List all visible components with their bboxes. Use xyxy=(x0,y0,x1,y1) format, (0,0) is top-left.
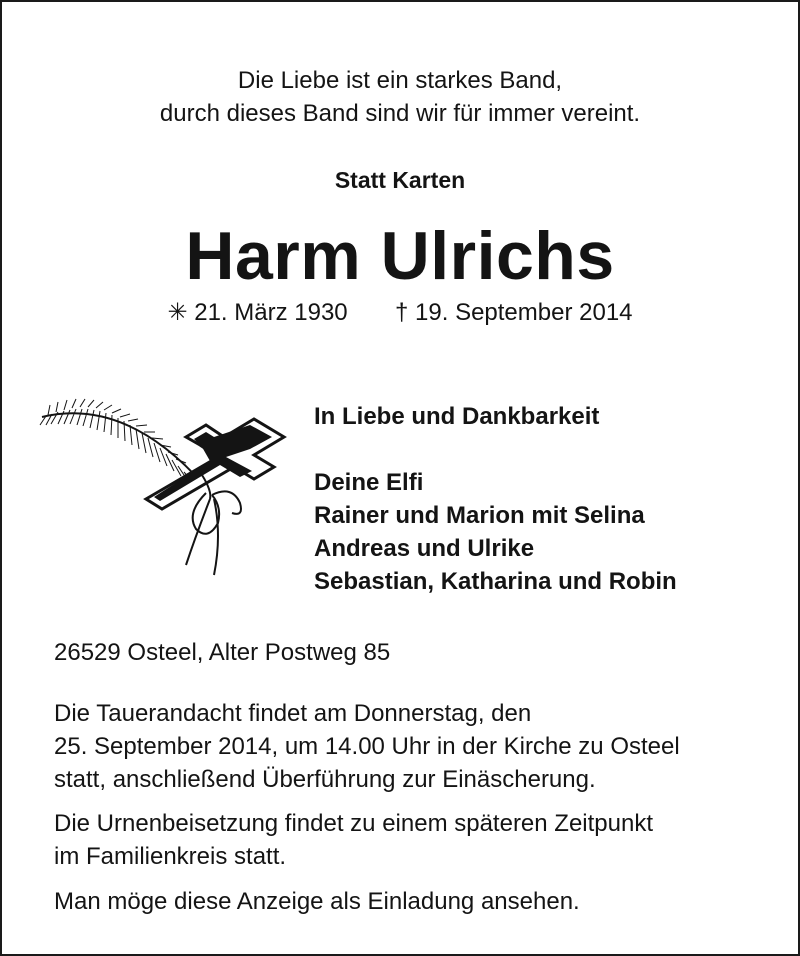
burial-notice xyxy=(54,807,774,873)
invitation-notice: Man möge diese Anzeige als Einladung ansehen. xyxy=(54,888,580,915)
mourners-block xyxy=(314,400,677,598)
statt-karten-label: Statt Karten xyxy=(334,167,466,193)
cross-with-palm-frond-icon xyxy=(36,395,288,581)
service-line: statt, anschließend Überführung zur Einäscherung. xyxy=(54,766,596,793)
service-line: Die Tauerandacht findet am Donnerstag, den xyxy=(54,700,532,727)
mourner-name: Andreas und Ulrike xyxy=(314,535,535,562)
service-notice xyxy=(54,697,774,796)
mourner-name: Deine Elfi xyxy=(314,469,424,496)
death-date: 19. September 2014 xyxy=(415,299,633,326)
quote-line-2: durch dieses Band sind wir für immer vereint. xyxy=(159,100,641,127)
opening-quote xyxy=(2,64,798,130)
death-cross-icon: † xyxy=(395,299,409,326)
mourner-name: Sebastian, Katharina und Robin xyxy=(314,568,677,595)
deceased-name: Harm Ulrichs xyxy=(185,218,615,294)
quote-line-1: Die Liebe ist ein starkes Band, xyxy=(237,67,563,94)
burial-line: Die Urnenbeisetzung findet zu einem späteren Zeitpunkt xyxy=(54,810,654,837)
burial-line: im Familienkreis statt. xyxy=(54,843,287,870)
family-address: 26529 Osteel, Alter Postweg 85 xyxy=(54,639,391,666)
birth-date: 21. März 1930 xyxy=(194,299,348,326)
service-line: 25. September 2014, um 14.00 Uhr in der Kirche zu Osteel xyxy=(54,733,680,760)
life-dates xyxy=(2,298,798,327)
birth-star-icon: ✳ xyxy=(167,299,188,326)
mourners-heading: In Liebe und Dankbarkeit xyxy=(314,403,600,430)
mourner-name: Rainer und Marion mit Selina xyxy=(314,502,645,529)
